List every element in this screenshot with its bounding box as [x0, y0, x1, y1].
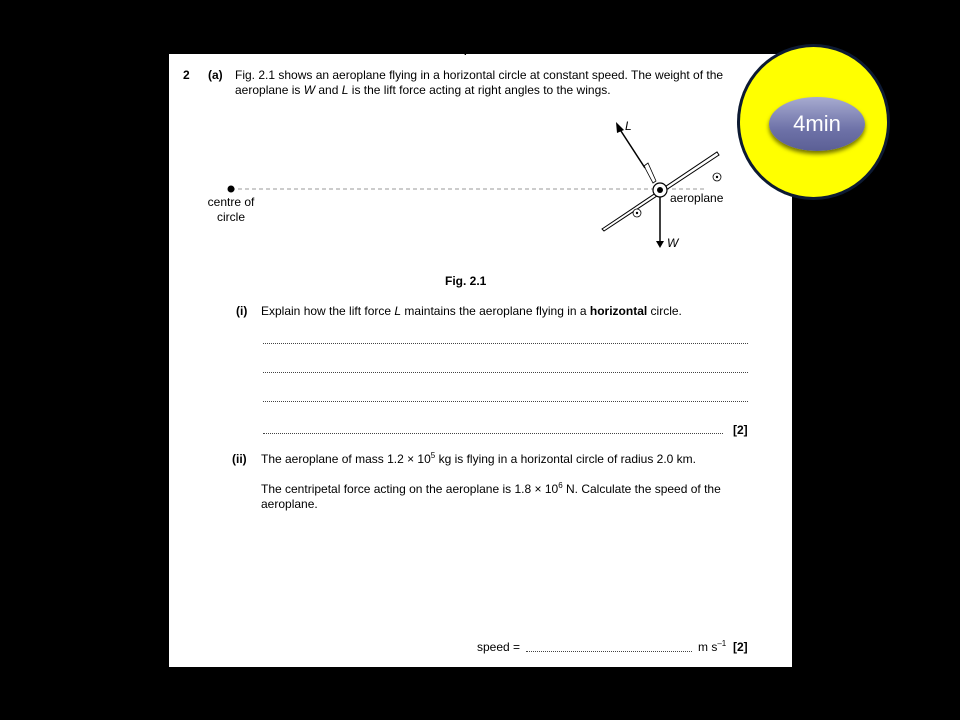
part-i-marks: [2]: [733, 423, 748, 437]
part-i-number: (i): [236, 304, 248, 318]
part-ii-line-2: The centripetal force acting on the aeroplane is $1.8 \times 10^6$ N. Calculate the speed of the: [261, 481, 721, 496]
part-ii-line-3: aeroplane.: [261, 497, 318, 511]
intro-line-1: Fig. 2.1 shows an aeroplane flying in a horizontal circle at constant speed. The weight of the: [235, 68, 724, 82]
lift-label: L: [625, 119, 632, 133]
timer-label: 4min: [769, 97, 865, 151]
answer-line-1[interactable]: [263, 343, 748, 344]
centre-point: [228, 186, 235, 193]
answer-line-2[interactable]: [263, 372, 748, 373]
timer-circle: [740, 47, 887, 197]
aeroplane-label: aeroplane: [670, 191, 724, 205]
figure-caption: Fig. 2.1: [445, 274, 487, 288]
intro-line-2: aeroplane is W and L is the lift force acting at right angles to the wings.: [235, 83, 611, 97]
timer-badge: [737, 44, 890, 200]
answer-line-4[interactable]: [263, 433, 723, 434]
question-part: (a): [208, 68, 223, 82]
speed-unit: m $s^{-1}$: [698, 639, 727, 654]
answer-line-3[interactable]: [263, 401, 748, 402]
weight-arrowhead: [656, 241, 664, 248]
centre-label-line-1: centre of: [207, 195, 255, 209]
speed-answer-line[interactable]: [526, 651, 692, 652]
part-i-text: Explain how the lift force L maintains the aeroplane flying in a horizontal circle.: [261, 304, 682, 318]
weight-label: W: [667, 236, 679, 250]
speed-label: speed =: [477, 640, 521, 654]
page-number: 4: [461, 46, 468, 58]
centre-label-line-2: circle: [216, 210, 245, 224]
lift-arrow: [619, 128, 645, 168]
part-ii-line-1: The aeroplane of mass $1.2 \times 10^5$ kg is flying in a horizontal circle of radius 2.0 km.: [261, 451, 697, 466]
lift-arrowhead: [616, 122, 624, 133]
part-ii-marks: [2]: [733, 640, 748, 654]
part-ii-number: (ii): [232, 452, 247, 466]
question-number: 2: [183, 68, 190, 82]
